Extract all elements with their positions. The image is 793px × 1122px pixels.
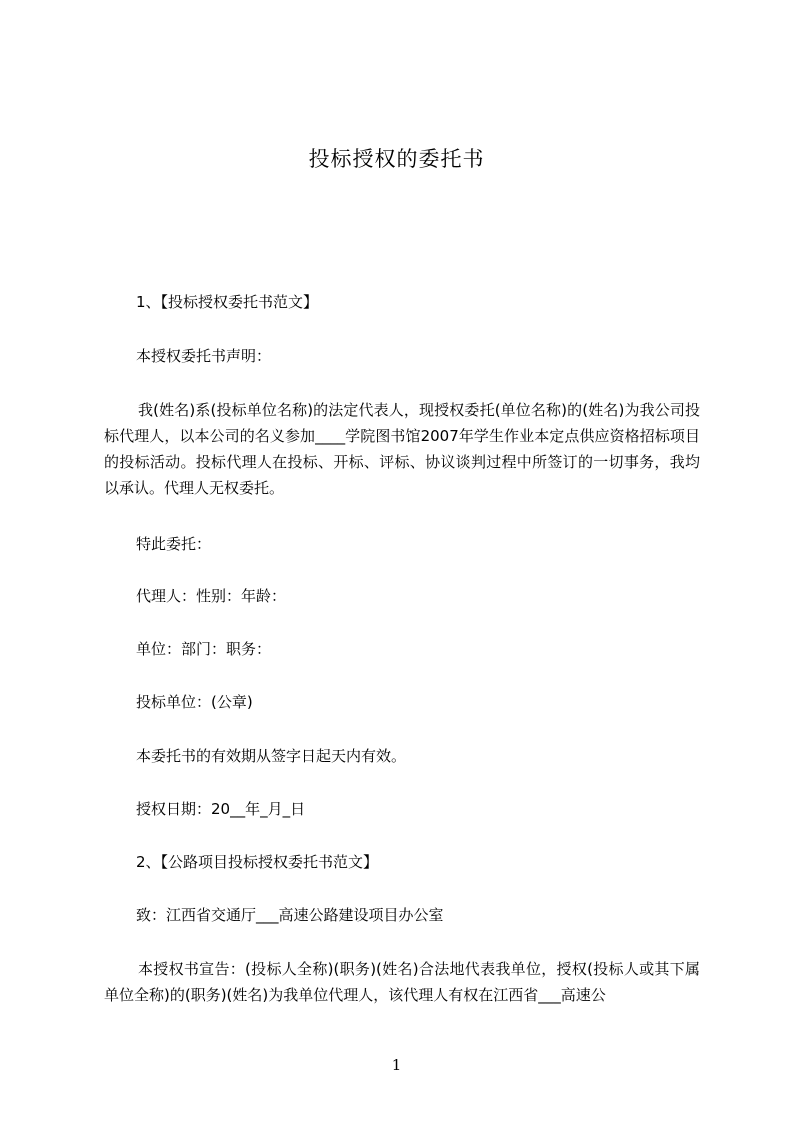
- authorization-paragraph: 我(姓名)系(投标单位名称)的法定代表人，现授权委托(单位名称)的(姓名)为我公司投标代理人，以本公司的名义参加____学院图书馆2007年学生作业本定点供应资格招标项目的投标活动。投标代理人在投标、开标、评标、协议谈判过程中所签订的一切事务，我均以承认。代理人无权委托。: [104, 401, 700, 497]
- authorization-date-line: 授权日期：20__年_月_日: [136, 800, 306, 818]
- bidder-seal-line: 投标单位：(公章): [136, 693, 253, 711]
- declaration-heading: 本授权委托书声明：: [136, 347, 272, 365]
- document-title: 投标授权的委托书: [308, 147, 485, 171]
- section-1-heading: 1、【投标授权委托书范文】: [136, 293, 319, 311]
- agent-info-line: 代理人：性别：年龄：: [136, 587, 287, 605]
- unit-info-line: 单位：部门：职务：: [136, 640, 272, 658]
- special-entrust-line: 特此委托：: [136, 535, 212, 553]
- validity-line: 本委托书的有效期从签字日起天内有效。: [136, 747, 407, 765]
- section-2-heading: 2、【公路项目投标授权委托书范文】: [136, 853, 379, 871]
- page-number: 1: [391, 1056, 402, 1074]
- authorization-declaration-paragraph: 本授权书宣告：(投标人全称)(职务)(姓名)合法地代表我单位，授权(投标人或其下属单位全称)的(职务)(姓名)为我单位代理人，该代理人有权在江西省___高速公: [104, 960, 700, 1004]
- addressee-line: 致：江西省交通厅___高速公路建设项目办公室: [136, 906, 444, 924]
